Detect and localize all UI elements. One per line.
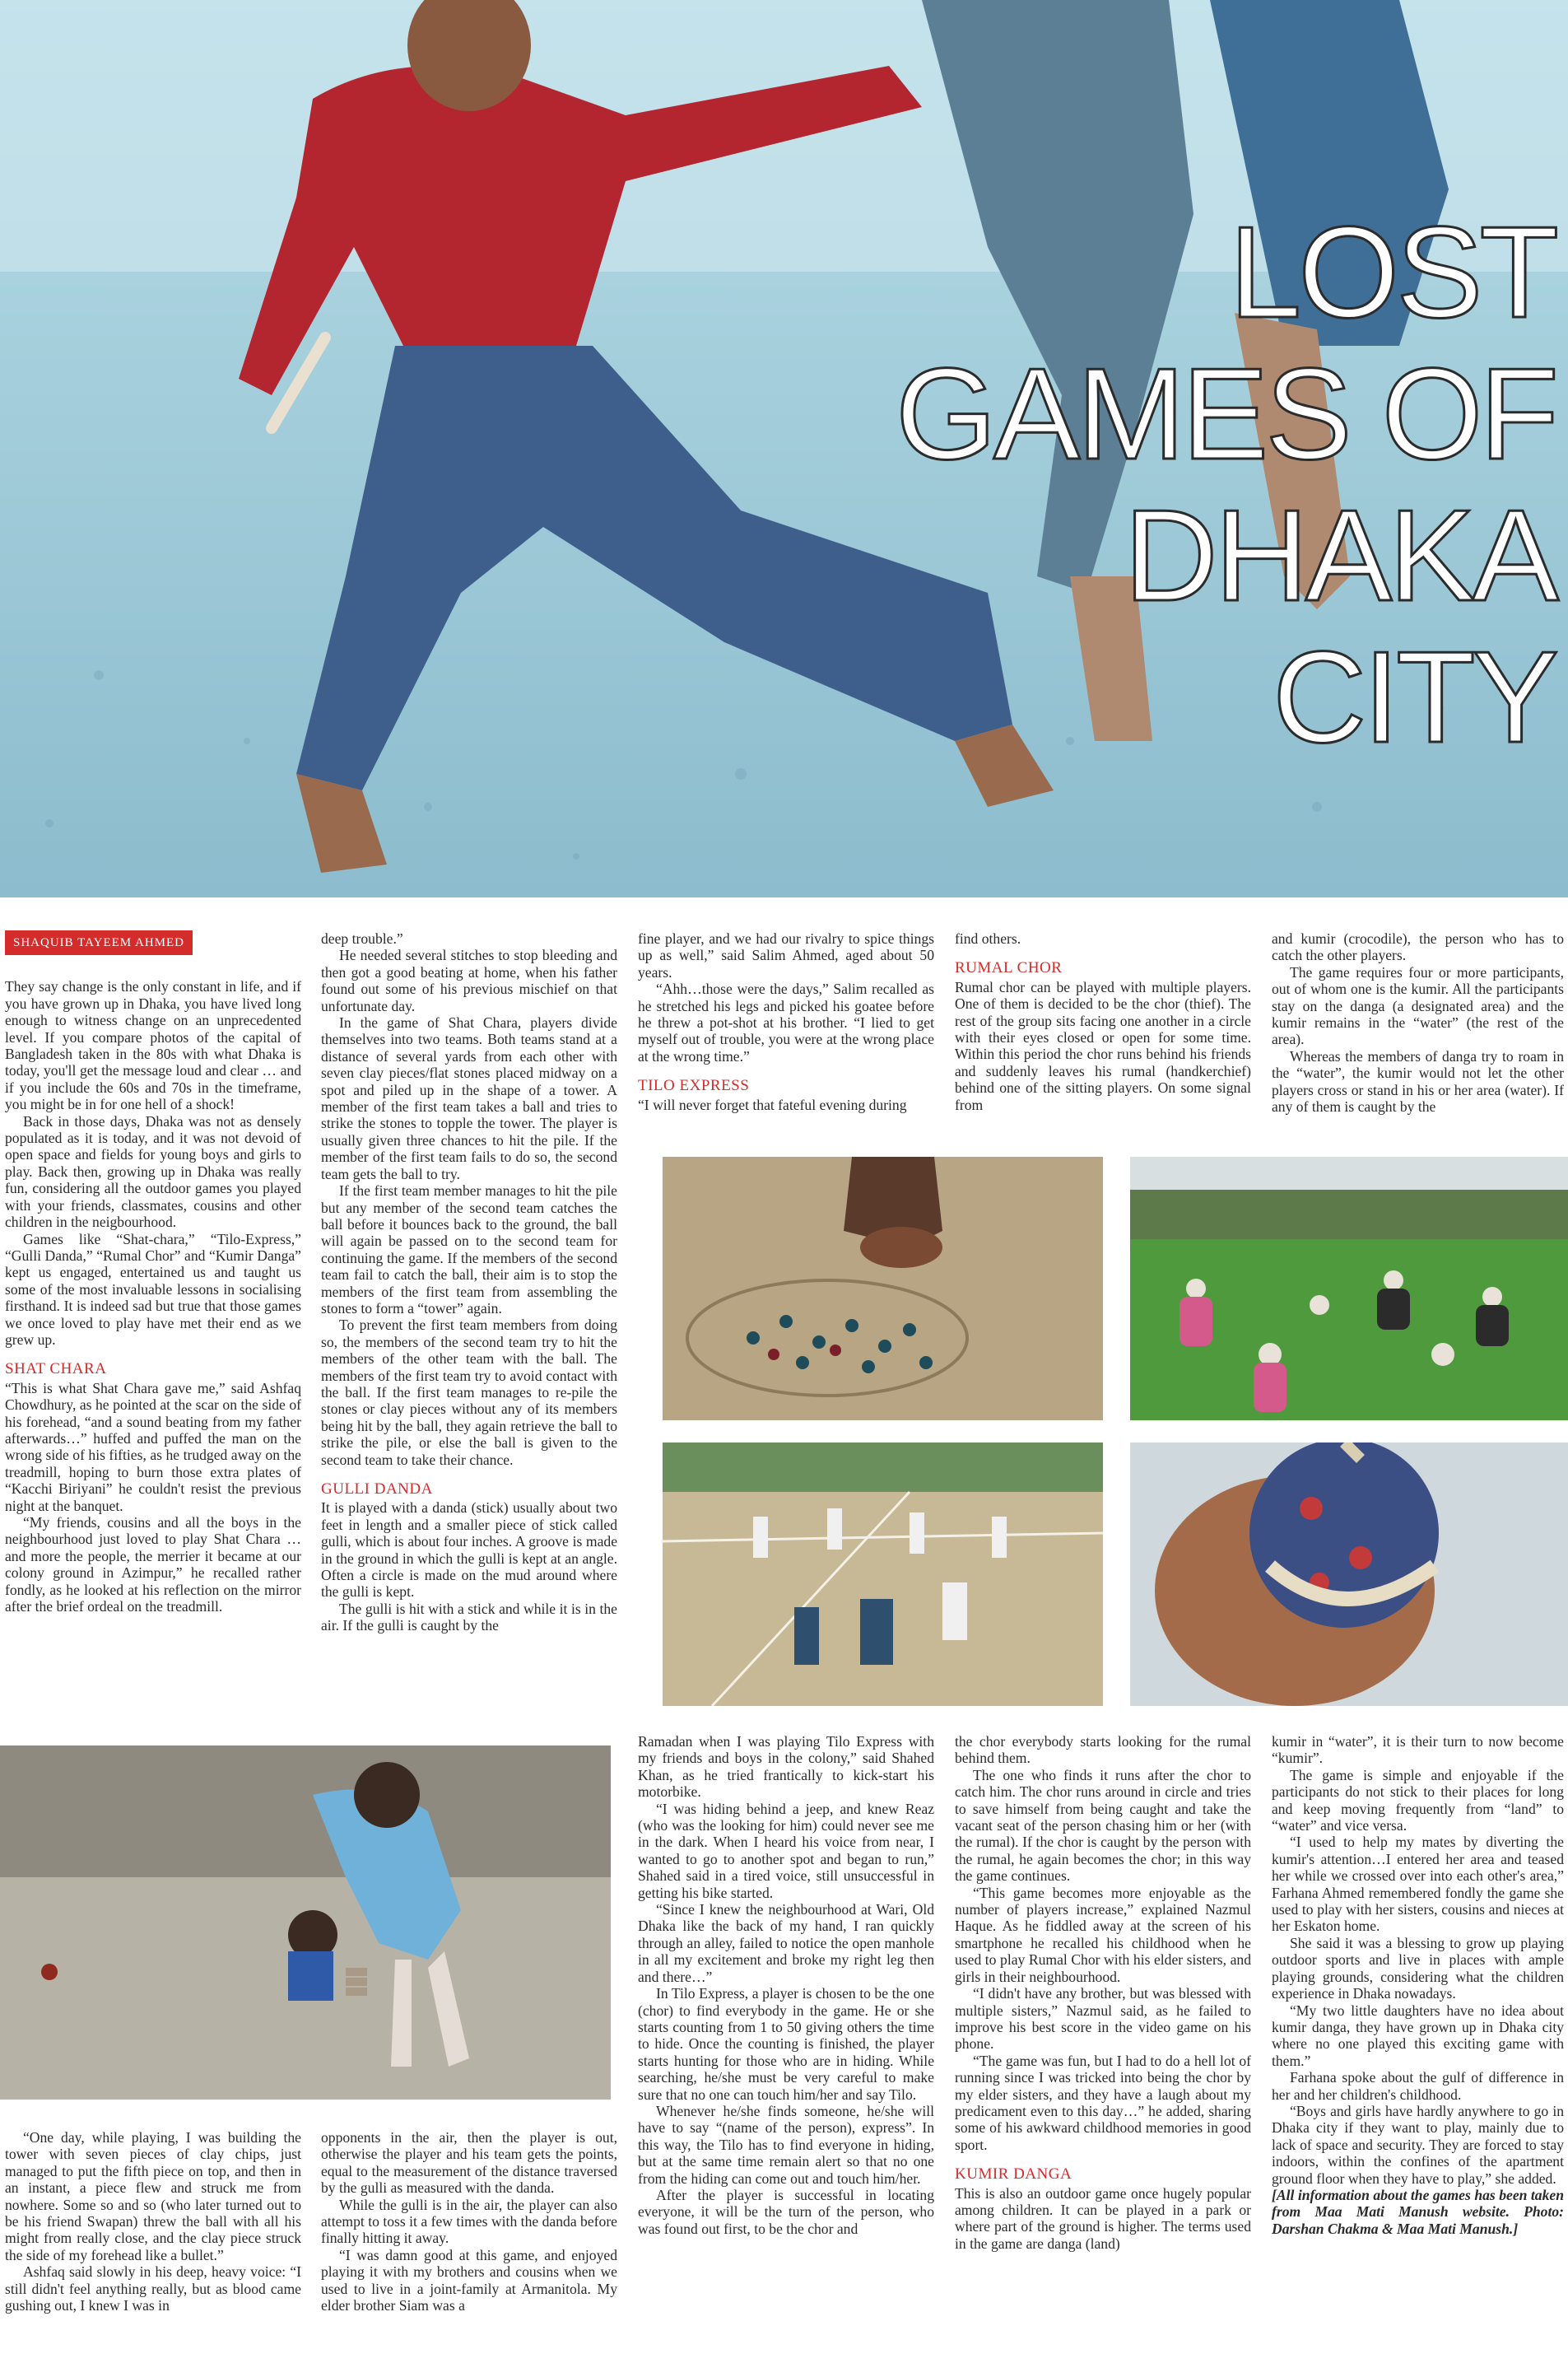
heading-tilo-express: TILO EXPRESS: [638, 1077, 750, 1095]
col2-paragraph: To prevent the first team members from doing so, the members of the second team try to hit the members of the other team with the ball. The members of the first team try to avoid contact with the ball. If the first team manages to re-pile the stones or clay pieces without any of its members being hit by the ball, they again retrieve the ball to strike the pile, or else the ball is given to the second team to take their chance.: [321, 1317, 617, 1468]
col4-paragraph: “The game was fun, but I had to do a hell lot of running since I was tricked into being the chor by my elder sisters, and they have a laugh about my predicament even to this day…” he added, sharing some of his awkward childhood memories in good sport.: [955, 2052, 1251, 2153]
column-5: [1272, 930, 1564, 1115]
heading-shat-chara: SHAT CHARA: [5, 1360, 107, 1378]
photo-spinning-top: [1130, 1443, 1568, 1706]
playground-illustration: [663, 1443, 1103, 1706]
col2-paragraph: opponents in the air, then the player is out, otherwise the player and his team gets the points, equal to the measurement of the distance traversed by the gulli as measured with the danda.: [321, 2129, 617, 2197]
photo-credit: [All information about the games has been taken from Maa Mati Manush website. Photo: Darshan Chakma & Maa Mati Manush.]: [1272, 2186, 1564, 2237]
col5-paragraph: The game requires four or more participants, out of whom one is the kumir. All the participants stay on the danga (a designated area) and the kumir remains in the “water” (the rest of the area).: [1272, 963, 1564, 1048]
col3-paragraph: “I was hiding behind a jeep, and knew Reaz (who was the looking for him) could never see me in the dark. When I heard his voice from near, I wanted to go to another spot and began to run,” Shahed said in a tired voice, still unsuccessful in getting his bike started.: [638, 1800, 934, 1901]
col2-paragraph: He needed several stitches to stop bleeding and then got a good beating at home, when his father found out some of his previous mischief on that unfortunate day.: [321, 947, 617, 1014]
heading-gulli-danda: GULLI DANDA: [321, 1480, 433, 1498]
col4-paragraph: The one who finds it runs after the chor to catch him. The chor runs around in circle and tries to save himself from being caught and take the vacant seat of the person chasing him or her (with the rumal). If the chor is caught by the person with the rumal, he again becomes the chor; in this way the game continues.: [955, 1766, 1251, 1885]
col5-paragraph: Farhana spoke about the gulf of difference in her and her children's childhood.: [1272, 2069, 1564, 2103]
col1-paragraph: Games like “Shat-chara,” “Tilo-Express,” “Gulli Danda,” “Rumal Chor” and “Kumir Danga” kept us engaged, entertained us and taught us some of the most invaluable lessons in socialising firsthand. It is indeed sad but true that those games we once loved to play have met their end as we grew up.: [5, 1230, 301, 1348]
col2-paragraph: While the gulli is in the air, the player can also attempt to toss it a few times with the danda before finally hitting it away.: [321, 2196, 617, 2247]
heading-rumal-chor: RUMAL CHOR: [955, 959, 1063, 977]
col2-paragraph: The gulli is hit with a stick and while it is in the air. If the gulli is caught by the: [321, 1600, 617, 1634]
col3-paragraph: After the player is successful in locating everyone, it will be the turn of the person, who was found out first, to be the chor and: [638, 2186, 934, 2237]
col2-paragraph: deep trouble.”: [321, 930, 403, 947]
marbles-illustration: [663, 1157, 1103, 1420]
park-illustration: [1130, 1157, 1568, 1420]
col4-paragraph: This is also an outdoor game once hugely popular among children. It can be played in a park or where part of the ground is higher. The terms used in the game are danga (land): [955, 2184, 1251, 2252]
column-1-continued: [5, 2129, 301, 2314]
col3-paragraph: Whenever he/she finds someone, he/she will have to say “(name of the person), express”. In this way, the Tilo has to find everyone in hiding, but at the same time remain alert so that no one from the hiding can come out and touch him/her.: [638, 2102, 934, 2187]
col3-paragraph: “I will never forget that fateful evening during: [638, 1096, 907, 1113]
col5-paragraph: “My two little daughters have no idea about kumir danga, they have grown up in Dhaka city where no one played this exciting game with them.”: [1272, 2002, 1564, 2069]
col1-paragraph: “My friends, cousins and all the boys in the neighbourhood just loved to play Shat Chara … and more the people, the merrier it became at our colony ground in Azimpur,” he recalled rather fondly, as he looked at his reflection on the mirror after the brief ordeal on the treadmill.: [5, 1514, 301, 1615]
col1-paragraph: Back in those days, Dhaka was not as densely populated as it is today, and it was not devoid of open space and fields for young boys and girls to play. Back then, growing up in Dhaka was really fun, considering all the outdoor games you played with your friends, classmates, cousins and other children in the neigbourhood.: [5, 1112, 301, 1231]
column-5-continued: [1272, 1733, 1564, 2237]
col2-paragraph: It is played with a danda (stick) usually about two feet in length and a smaller piece of stick called gulli, which is about four inches. A groove is made in the ground in which the gulli is kept at an angle. Often a circle is made on the mud around where the gulli is kept.: [321, 1499, 617, 1601]
col4-paragraph: find others.: [955, 930, 1021, 947]
col1-paragraph: “This is what Shat Chara gave me,” said Ashfaq Chowdhury, as he pointed at the scar on the side of his forehead, “and a sound beating from my father afterwards…” huffed and puffed the man on the wrong side of his fifties, as he trudged away on the treadmill, hoping to burn those extra plates of “Kacchi Biriyani” he couldn't resist the previous night at the banquet.: [5, 1379, 301, 1514]
headline-line-2: GAMES OF: [896, 342, 1556, 487]
col3-paragraph: Ramadan when I was playing Tilo Express with my friends and boys in the colony,” said Shahed Khan, as he tried frantically to kick-start his motorbike.: [638, 1733, 934, 1801]
headline-line-4: CITY: [1273, 625, 1556, 770]
col1-paragraph: “One day, while playing, I was building the tower with seven pieces of clay chips, just managed to put the fifth piece on top, and then in an instant, a piece flew and struck me from nowhere. Some so and so (who later turned out to be his friend Swapan) threw the ball with all his might from really close, and the clay piece struck the side of my forehead like a bullet.”: [5, 2129, 301, 2263]
column-2-continued: [321, 2129, 617, 2314]
headline: [848, 202, 1556, 768]
headline-line-3: DHAKA: [1124, 483, 1556, 628]
col5-paragraph: She said it was a blessing to grow up playing outdoor sports and live in places with ample playing grounds, considering what the children experience in Dhaka nowadays.: [1272, 1934, 1564, 2002]
col1-paragraph: Ashfaq said slowly in his deep, heavy voice: “I still didn't feel anything really, but as blood came gushing out, I knew I was in: [5, 2263, 301, 2314]
col4-paragraph: Rumal chor can be played with multiple players. One of them is decided to be the chor (thief). The rest of the group sits facing one another in a circle with their eyes closed or open for some time. Within this period the chor runs behind his friends and suddenly leaves his rumal (handkerchief) behind one of the sitting players. On some signal from: [955, 978, 1251, 1113]
col5-paragraph: and kumir (crocodile), the person who has to catch the other players.: [1272, 930, 1564, 964]
column-3: [638, 930, 934, 1113]
photo-shat-chara-kids: [0, 1745, 611, 2100]
col2-paragraph: If the first team member manages to hit the pile but any member of the second team catches the ball before it bounces back to the ground, the ball will again be passed on to the second team for continuing the game. If the members of the second team fail to catch the ball, their aim is to stop the members of the first team from assembling the stones to form a “tower” again.: [321, 1182, 617, 1317]
col4-paragraph: the chor everybody starts looking for the rumal behind them.: [955, 1733, 1251, 1767]
column-1: [5, 930, 301, 1615]
column-4: [955, 930, 1251, 1113]
photo-park-circle: [1130, 1157, 1568, 1420]
headline-line-1: LOST: [1229, 200, 1556, 345]
col5-paragraph: kumir in “water”, it is their turn to now become “kumir”.: [1272, 1733, 1564, 1767]
photo-playground: [663, 1443, 1103, 1706]
col3-paragraph: “Since I knew the neighbourhood at Wari, Old Dhaka like the back of my hand, I ran quickly through an alley, failed to notice the open manhole in all my excitement and broke my right leg then and there…”: [638, 1901, 934, 1985]
byline: SHAQUIB TAYEEM AHMED: [5, 930, 193, 955]
spinning-top-illustration: [1130, 1443, 1568, 1706]
column-3-continued: [638, 1733, 934, 2237]
column-2: [321, 930, 617, 1634]
col4-paragraph: “This game becomes more enjoyable as the number of players increase,” explained Nazmul Haque. As he fiddled away at the screen of his smartphone he recalled his childhood when he used to play Rumal Chor with his elder sisters, and girls in their neighbourhood.: [955, 1884, 1251, 1985]
col3-paragraph: In Tilo Express, a player is chosen to be the one (chor) to find everybody in the game. He or she starts counting from 1 to 50 giving others the time to hide. Once the counting is finished, the player starts hunting for those who are in hiding. While searching, he/she must be very careful to make sure that no one can touch him/her and say Tilo.: [638, 1985, 934, 2103]
col3-paragraph: fine player, and we had our rivalry to spice things up as well,” said Salim Ahmed, aged about 50 years.: [638, 930, 934, 981]
hero-photo: [0, 0, 1568, 897]
col4-paragraph: “I didn't have any brother, but was blessed with multiple sisters,” Nazmul said, as he failed to improve his best score in the video game on his phone.: [955, 1985, 1251, 2053]
col3-paragraph: “Ahh…those were the days,” Salim recalled as he stretched his legs and picked his goatee before he threw a pot-shot at his brother. “I lied to get myself out of trouble, you were at the wrong place at the wrong time.”: [638, 981, 934, 1065]
heading-kumir-danga: KUMIR DANGA: [955, 2165, 1072, 2184]
col5-paragraph: The game is simple and enjoyable if the participants do not stick to their places for long and keep moving frequently from “land” to “water” and vice versa.: [1272, 1766, 1564, 1834]
photo-marbles: [663, 1157, 1103, 1420]
col5-paragraph: “I used to help my mates by diverting the kumir's attention…I entered her area and teased her while we crossed over into each other's area,” Farhana Ahmed remembered fondly the game she used to play with her sisters, cousins and nieces at her Eskaton home.: [1272, 1834, 1564, 1935]
col1-paragraph: They say change is the only constant in life, and if you have grown up in Dhaka, you have lived long enough to witness change on an unprecedented level. If you compare photos of the capital of Bangladesh taken in the 80s with what Dhaka is today, you'll get the message loud and clear … and if you include the 60s and 70s in the timeframe, you might be in for one hell of a shock!: [5, 978, 301, 1113]
shat-chara-illustration: [0, 1745, 611, 2100]
col5-paragraph: “Boys and girls have hardly anywhere to go in Dhaka city if they want to play, mainly due to lack of space and security. They are forced to stay indoors, within the confines of the apartment ground floor when they have to play,” she added.: [1272, 2102, 1564, 2187]
column-4-continued: [955, 1733, 1251, 2252]
col2-paragraph: In the game of Shat Chara, players divide themselves into two teams. Both teams stand at a distance of several yards from each other with seven clay pieces/flat stones placed midway on a spot and piled up in the shape of a tower. A member of the first team takes a ball and tries to strike the stones to topple the tower. The player is usually given three chances to hit the pile. If the member of the first team fails to do so, the second team gets the ball to try.: [321, 1014, 617, 1182]
col2-paragraph: “I was damn good at this game, and enjoyed playing it with my brothers and cousins when we used to live in a joint-family at Armanitola. My elder brother Siam was a: [321, 2246, 617, 2314]
col5-paragraph: Whereas the members of danga try to roam in the “water”, the kumir would not let the other players cross or stand in his or her area (water). If any of them is caught by the: [1272, 1047, 1564, 1116]
